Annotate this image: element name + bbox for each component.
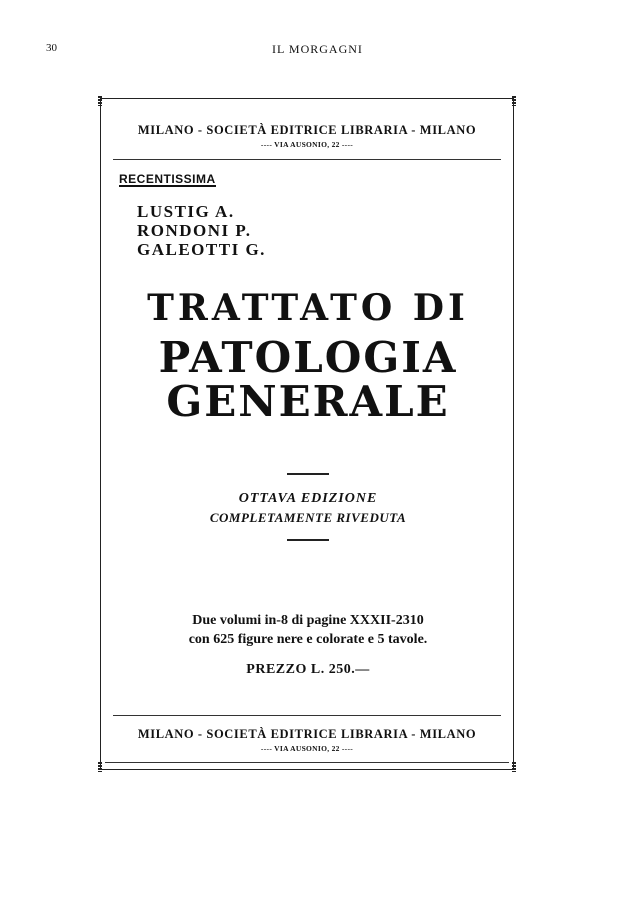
- corner-ornament: [512, 762, 516, 772]
- author: RONDONI P.: [137, 221, 252, 240]
- divider: [105, 762, 509, 763]
- title-line-2: PATOLOGIA: [158, 333, 458, 382]
- edition-line-1: OTTAVA EDIZIONE: [238, 491, 378, 506]
- divider: [287, 539, 329, 541]
- author-list: [137, 202, 266, 259]
- price: PREZZO L. 250.—: [246, 662, 370, 677]
- publisher-address: ---- VIA AUSONIO, 22 ----: [260, 744, 354, 753]
- page-number: 30: [46, 42, 57, 54]
- corner-ornament: [98, 96, 102, 106]
- divider: [113, 715, 501, 716]
- author: LUSTIG A.: [137, 202, 235, 221]
- description-line-1: Due volumi in-8 di pagine XXXII-2310: [192, 613, 424, 628]
- corner-ornament: [512, 96, 516, 106]
- publisher-name: MILANO - SOCIETÀ EDITRICE LIBRARIA - MILANO: [137, 727, 477, 741]
- corner-ornament: [98, 762, 102, 772]
- publisher-footer: [101, 727, 513, 753]
- advertisement-frame: [100, 98, 514, 770]
- publisher-name: MILANO - SOCIETÀ EDITRICE LIBRARIA - MILANO: [137, 123, 477, 137]
- divider: [113, 159, 501, 160]
- description-line-2: con 625 figure nere e colorate e 5 tavole.: [188, 632, 428, 647]
- title-line-1: TRATTATO DI: [147, 287, 469, 329]
- publisher-address: ---- VIA AUSONIO, 22 ----: [260, 140, 354, 149]
- recent-label: RECENTISSIMA: [119, 172, 216, 186]
- title-line-3: GENERALE: [166, 377, 450, 426]
- divider: [287, 473, 329, 475]
- publisher-header: [101, 123, 513, 149]
- running-head: IL MORGAGNI: [272, 42, 363, 56]
- author: GALEOTTI G.: [137, 240, 266, 259]
- edition-line-2: COMPLETAMENTE RIVEDUTA: [209, 510, 407, 525]
